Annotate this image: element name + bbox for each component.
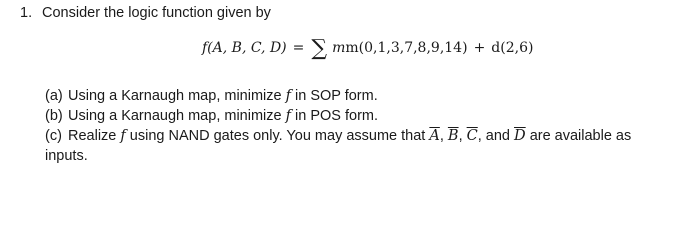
subquestion-label: (b)	[45, 108, 63, 124]
subquestion-label: (a)	[45, 88, 63, 104]
equals-sign: =	[292, 40, 305, 56]
subquestion-c	[45, 126, 631, 146]
dont-cares: d(2,6)	[491, 40, 534, 56]
question-number: 1.	[20, 5, 33, 21]
question-heading	[20, 5, 271, 21]
complement-c: $\overline{C}$	[466, 128, 478, 144]
subquestion-label: (c)	[45, 128, 62, 144]
subquestion-continuation-text: inputs.	[45, 148, 88, 164]
minterm-list: m(0,1,3,7,8,9,14)	[345, 40, 468, 56]
subquestion-c-continuation	[45, 146, 631, 166]
minterms: mm(0,1,3,7,8,9,14)	[332, 40, 468, 56]
subquestion-text: Using a Karnaugh map, minimize f in POS form.	[68, 108, 379, 124]
complement-b: $\overline{B}$	[447, 128, 459, 144]
function-lhs: f(A, B, C, D)	[202, 40, 287, 56]
plus-sign: +	[473, 40, 486, 56]
complement-d: $\overline{D}$	[514, 128, 526, 144]
subquestion-text: Using a Karnaugh map, minimize f in SOP form.	[68, 88, 378, 104]
subquestion-a	[45, 86, 631, 106]
logic-function-equation	[202, 37, 533, 59]
question-heading-text: Consider the logic function given by	[42, 5, 271, 21]
subquestion-list	[45, 86, 631, 166]
subquestion-text: Realize f using NAND gates only. You may assume that $\overline{A}$, $\overline{B}$, $\overline{C}$, and $\overline{D}$ are available as	[68, 128, 632, 144]
summation-icon: ∑	[311, 36, 328, 61]
complement-a: $\overline{A}$	[429, 128, 440, 144]
subquestion-b	[45, 106, 631, 126]
